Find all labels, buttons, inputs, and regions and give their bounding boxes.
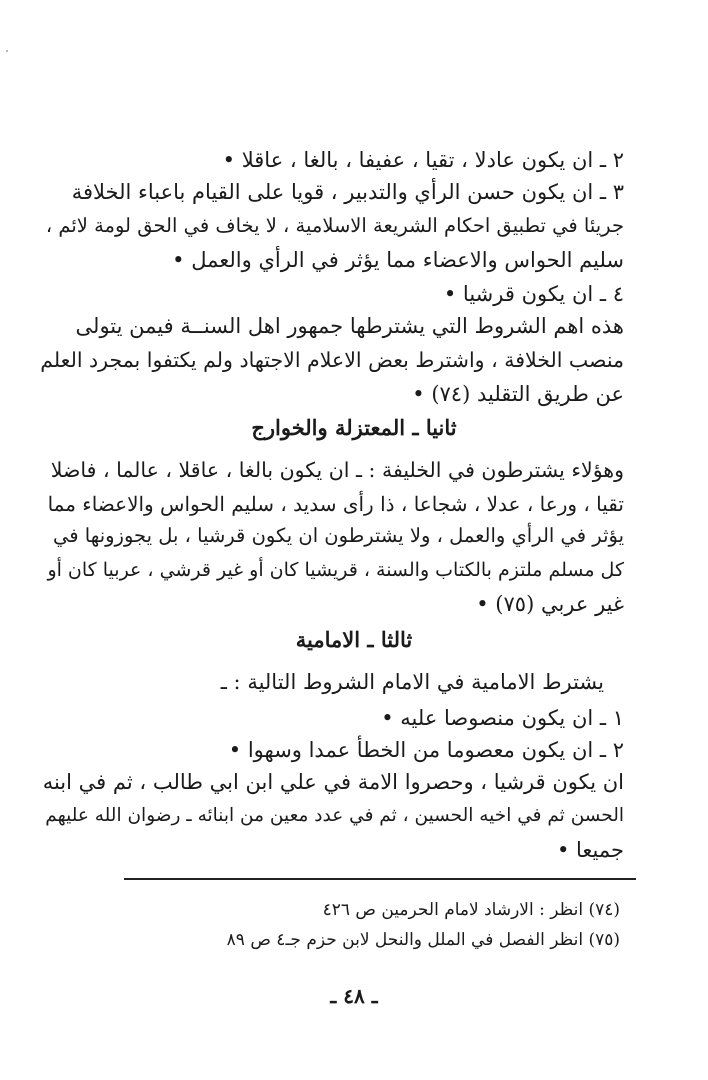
text-line: سليم الحواس والاعضاء مما يؤثر في الرأي والعمل •: [172, 248, 624, 272]
text-line: تقيا ، ورعا ، عدلا ، شجاعا ، ذا رأى سديد ، سليم الحواس والاعضاء مما: [47, 492, 624, 516]
text-line: هذه اهم الشروط التي يشترطها جمهور اهل السنــة فيمن يتولى: [75, 314, 624, 338]
text-line: كل مسلم ملتزم بالكتاب والسنة ، قريشيا كان أو غير قرشي ، عربيا كان أو: [47, 559, 624, 581]
text-line: ٣ ـ ان يكون حسن الرأي والتدبير ، قويا على القيام باعباء الخلافة: [71, 180, 624, 204]
text-line: ان يكون قرشيا ، وحصروا الامة في علي ابن ابي طالب ، ثم في ابنه: [42, 770, 624, 794]
footnote: (٧٥) انظر الفصل في الملل والنحل لابن حزم جـ٤ ص ٨٩: [226, 930, 620, 950]
section-heading: ثانيا ـ المعتزلة والخوارج: [251, 415, 457, 440]
scan-speck: [6, 50, 8, 52]
text-line: ١ ـ ان يكون منصوصا عليه •: [381, 706, 624, 730]
text-line: جريئا في تطبيق احكام الشريعة الاسلامية ، لا يخاف في الحق لومة لائم ،: [45, 214, 624, 237]
text-line: ٢ ـ ان يكون معصوما من الخطأ عمدا وسهوا •: [228, 738, 624, 762]
text-line: ٢ ـ ان يكون عادلا ، تقيا ، عفيفا ، بالغا ، عاقلا •: [222, 148, 624, 172]
text-line: وهؤلاء يشترطون في الخليفة : ـ ان يكون بالغا ، عاقلا ، عالما ، فاضلا: [50, 458, 624, 482]
page-number: ـ ٤٨ ـ: [330, 984, 378, 1008]
text-line: منصب الخلافة ، واشترط بعض الاعلام الاجتهاد ولم يكتفوا بمجرد العلم: [40, 348, 624, 372]
text-line: يشترط الامامية في الامام الشروط التالية : ـ: [220, 670, 604, 694]
text-line: يؤثر في الرأي والعمل ، ولا يشترطون ان يكون قرشيا ، بل يجوزونها في: [53, 524, 624, 547]
text-line: ٤ ـ ان يكون قرشيا •: [443, 282, 624, 306]
footnote-divider: [124, 878, 636, 880]
section-heading: ثالثا ـ الامامية: [295, 627, 413, 652]
text-line: جميعا •: [556, 838, 624, 862]
text-line: غير عربي (٧٥) •: [476, 592, 624, 616]
text-line: الحسن ثم في اخيه الحسين ، ثم في عدد معين من ابنائه ـ رضوان الله عليهم: [45, 805, 624, 826]
text-line: عن طريق التقليد (٧٤) •: [412, 382, 624, 406]
footnote: (٧٤) انظر : الارشاد لامام الحرمين ص ٤٢٦: [322, 900, 620, 920]
